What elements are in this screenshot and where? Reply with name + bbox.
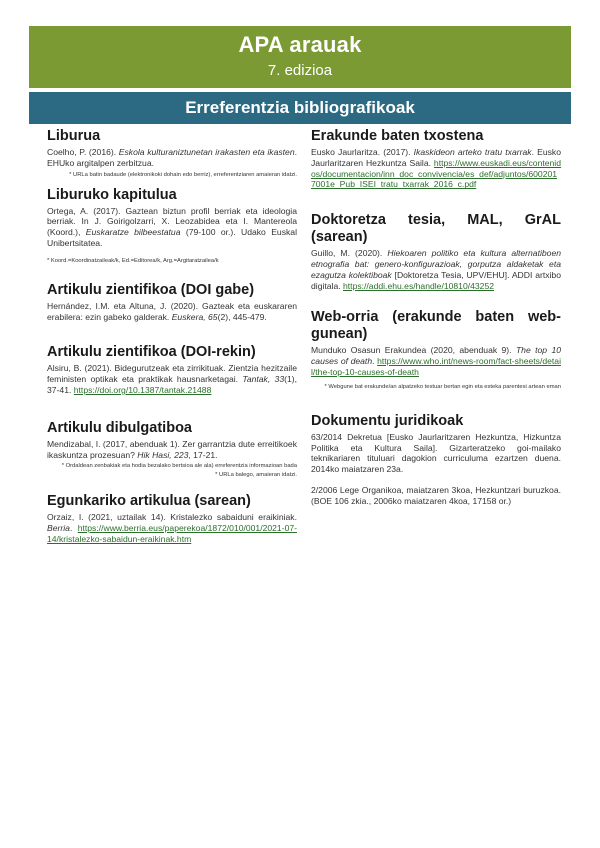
note-text: * URLa batin badaude (elektronikoki dohain edo berriz), erreferentziaren amaieran idatzi. (69, 171, 297, 178)
article-link[interactable]: https://www.berria.eus/paperekoa/1872/010/001/2021-07-14/kristalezko-sabaidun-eraikinak.htm (47, 523, 297, 544)
section-txostena (311, 128, 561, 190)
section-artikulu-doi-gabe (47, 282, 297, 323)
section-heading: Liburuko kapitulua (47, 186, 177, 203)
section-liburu-kapitulua (47, 187, 297, 265)
note-text: * Webgune bat erakunde/an alpatzeko testuar bertan egin eta esteka parentesi artean eman (324, 383, 561, 390)
edition-label: 7. edizioa (267, 62, 333, 79)
note-text: * URLa balego, amaieran idatzi. (215, 472, 297, 479)
section-egunkariko (47, 493, 297, 544)
title-banner (29, 26, 571, 88)
section-heading: Dokumentu juridikoak (311, 412, 464, 429)
section-artikulu-doi (47, 344, 297, 395)
reference-text: 63/2014 Dekretua [Eusko Jaurlaritzaren Hezkuntza, Hizkuntza Politika eta Kultura Saila]. Gizarteratzeko goi-mailako teknikariaren tituluari dagokion curriculuma ezartzen duena. 2014ko maiatzaren 23a. (311, 431, 561, 475)
reference-text: Alsiru, B. (2021). Bidegurutzeak eta zirrikituak. Zientzia hezitzaile feministen optikak eta praktikak hausnarketagai. Tantak, 33(1), 37-41. https://doi.org/10.1387/tantak.21488 (47, 363, 297, 395)
thesis-link[interactable]: https://addi.ehu.es/handle/10810/43252 (343, 280, 495, 291)
section-web-orria (311, 309, 561, 390)
reference-text: Mendizabal, I. (2017, abenduak 1). Zer garrantzia dute erreitikoek ikaskuntza prozesuan? Hik Hasi, 223, 17-21. (47, 438, 297, 460)
section-heading: Artikulu zientifikoa (DOI gabe) (47, 281, 255, 298)
section-heading: Egunkariko artikulua (sarean) (47, 493, 251, 510)
section-heading: Web-orria (erakunde baten web-gunean) (311, 309, 561, 343)
section-liburua (47, 128, 297, 179)
note-text: * Ordaldean zenbakiak eta hodia bezalako bertsioa ale ala) erreferentzia informazioan bada (61, 463, 297, 470)
reference-text: 2/2006 Lege Organikoa, maiatzaren 3koa, Hezkuntzari buruzkoa. (BOE 106 zkia., 2006ko maiatzaren 4koa, 17158 or.) (311, 484, 561, 506)
reference-text: Orzaiz, I. (2021, uztailak 14). Kristalezko sabaiduni eraikiniak. Berria. https://www.berria.eus/paperekoa/1872/010/001/2021-07-14/kristalezko-sabaidun-eraikinak.htm (47, 512, 297, 544)
reference-text: Coelho, P. (2016). Eskola kulturaniztunetan irakasten eta ikasten. EHUko argitalpen zerbitzua. (47, 147, 298, 168)
section-heading: Erakunde baten txostena (311, 128, 484, 144)
reference-text: Hernández, I.M. eta Altuna, J. (2020). Gazteak eta euskararen erabilera: ezin gabeko galderak. Euskera, 65(2), 445-479. (47, 300, 297, 322)
section-heading: Doktoretza tesia, MAL, GrAL (sarean) (311, 212, 561, 246)
report-link[interactable]: https://www.euskadi.eus/contenidos/documentacion/inn_doc_convivencia/es_def/adjuntos/6002017001e_Pub_ISEI_tratu_txarrak_2016_c.pdf (311, 157, 561, 190)
page-title: APA arauak (238, 32, 362, 57)
left-column (47, 128, 297, 545)
reference-text: Eusko Jaurlaritza. (2017). Ikaskideon arteko tratu txarrak. Eusko Jaurlaritzaren Hezkuntza Saila. https://www.euskadi.eus/contenidos/documentacion/inn_doc_convivencia/es_def/adjuntos/6002017001e_Pub_ISEI_tratu_txarrak_2016_c.pdf (311, 147, 561, 190)
section-heading: Artikulu zientifikoa (DOI-rekin) (47, 344, 256, 361)
section-doktoretza (311, 212, 561, 291)
section-artikulu-dibulgatiboa (47, 420, 297, 480)
right-column (311, 128, 561, 507)
section-heading: Artikulu dibulgatiboa (47, 419, 192, 436)
note-text: * Koord.=Koordinatzaileak/k, Ed.=Editorea/k, Arg.=Argitaratzailea/k (47, 257, 219, 264)
section-heading: Liburua (47, 128, 101, 144)
doi-link[interactable]: https://doi.org/10.1387/tantak.21488 (73, 384, 212, 395)
reference-text: Munduko Osasun Erakundea (2020, abenduak 9). The top 10 causes of death. https://www.who.int/news-room/fact-sheets/detail/the-top-10-causes-of-death (311, 345, 561, 377)
reference-text: Guillo, M. (2020). Hiekoaren politiko eta kultura alternatiboen etnografia bat: genero-konfigurazioak, gorputza aldaketak eta ezagutza kolektiboak [Doktoretza Tesia, UPV/EHU]. ADDI artxibo digitala. https://addi.ehu.es/handle/10810/43252 (311, 248, 562, 291)
section-juridikoak (311, 413, 561, 507)
reference-text: Ortega, A. (2017). Gaztean biztun profil berriak eta ideologia berriak. In J. Goirigolzarri, X. Leozabidea eta I. Mantereola (Koord.), Euskaratze bilbeestatua (79-100 or.). Udako Euskal Unibertsitatea. (47, 205, 297, 248)
section-banner: Erreferentzia bibliografikoak (29, 92, 571, 124)
web-link[interactable]: https://www.who.int/news-room/fact-sheets/detail/the-top-10-causes-of-death (311, 356, 561, 377)
